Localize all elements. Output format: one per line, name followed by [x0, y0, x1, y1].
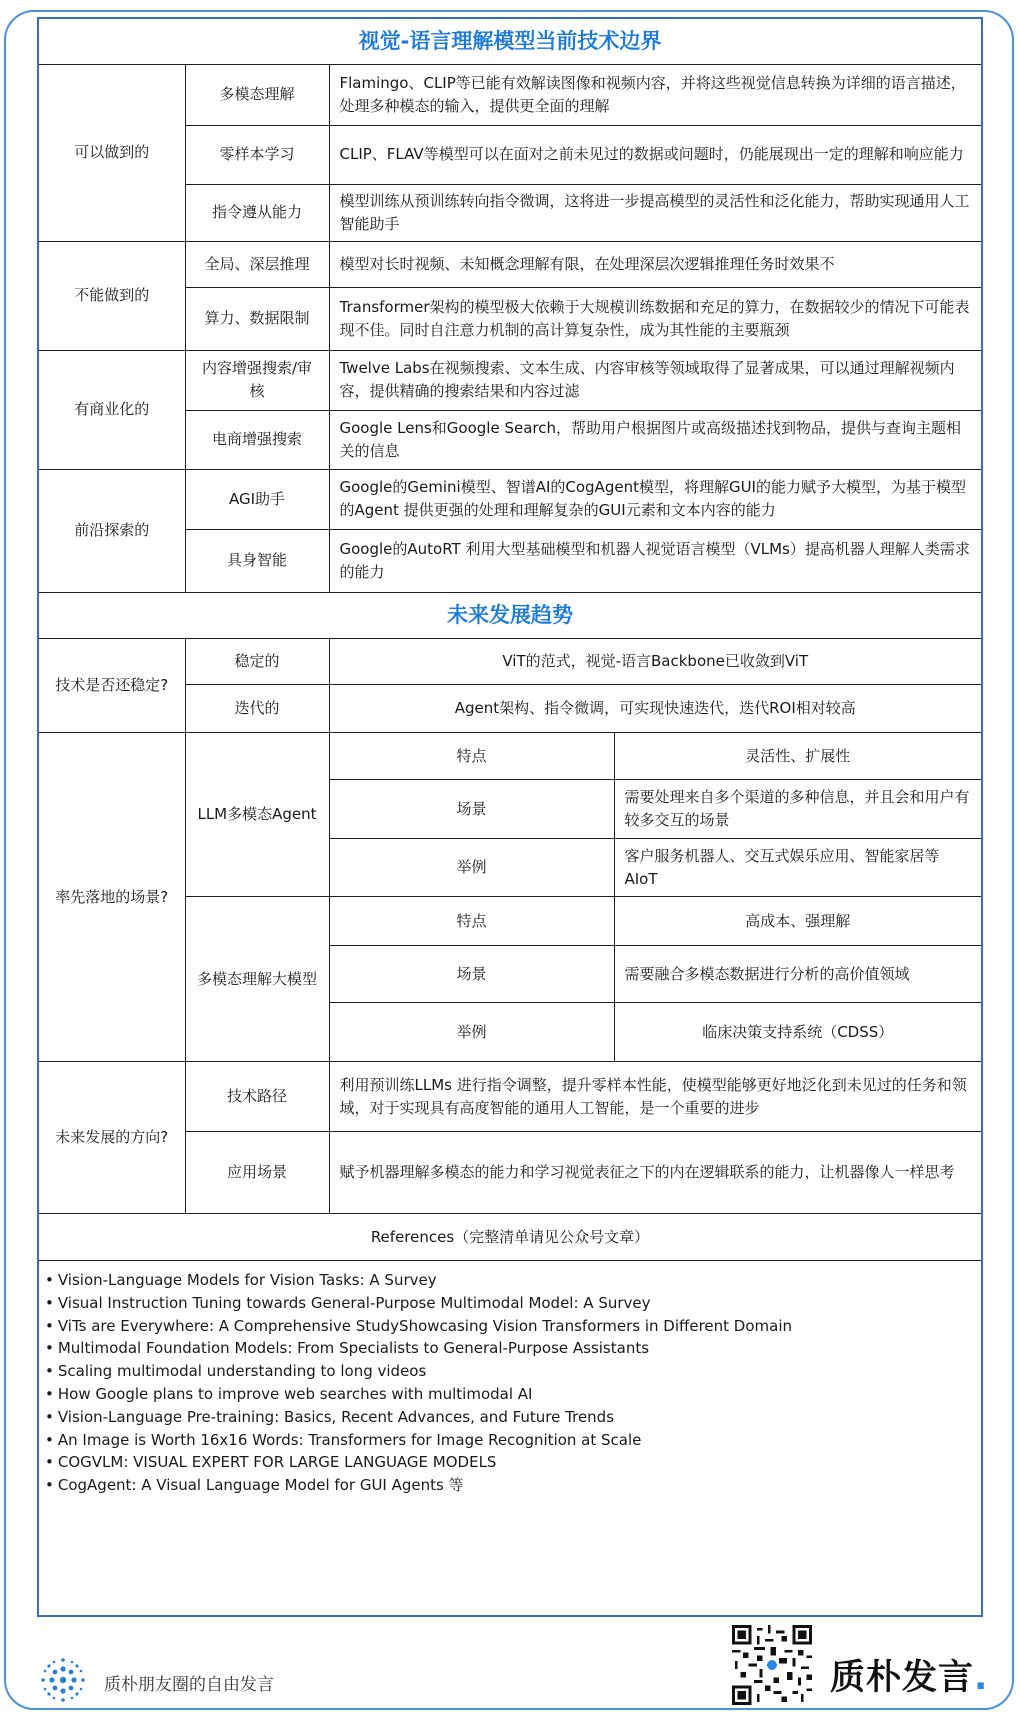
brand-name [830, 1650, 988, 1700]
reference-item: • Visual Instruction Tuning towards General-Purpose Multimodal Model: A Survey [45, 1292, 971, 1315]
item-name: 指令遵从能力 [185, 184, 329, 241]
item-name: 全局、深层推理 [185, 241, 329, 287]
document-table-area [37, 17, 983, 1617]
dot-cluster-logo-icon [40, 1657, 86, 1703]
item-desc: 利用预训练LLMs 进行指令调整，提升零样本性能，使模型能够更好地泛化到未见过的任务和领域，对于实现具有高度智能的通用人工智能，是一个重要的进步 [329, 1062, 981, 1132]
attr-value: 需要处理来自多个渠道的多种信息，并且会和用户有较多交互的场景 [614, 780, 981, 839]
reference-item: • CogAgent: A Visual Language Model for GUI Agents 等 [45, 1474, 971, 1497]
attr-key: 场景 [329, 780, 614, 839]
attr-value: 灵活性、扩展性 [614, 733, 981, 780]
item-desc: Agent架构、指令微调，可实现快速迭代，迭代ROI相对较高 [329, 685, 981, 733]
reference-item: • ViTs are Everywhere: A Comprehensive StudyShowcasing Vision Transformers in Different Domain [45, 1315, 971, 1338]
category-commercial: 有商业化的 [39, 350, 185, 469]
item-name: 算力、数据限制 [185, 287, 329, 350]
trends-title: 未来发展趋势 [39, 592, 981, 638]
item-name: 多模态理解 [185, 64, 329, 125]
item-desc: Google的AutoRT 利用大型基础模型和机器人视觉语言模型（VLMs）提高机器人理解人类需求的能力 [329, 529, 981, 592]
item-desc: Twelve Labs在视频搜索、文本生成、内容审核等领域取得了显著成果，可以通过理解视频内容，提供精确的搜索结果和内容过滤 [329, 350, 981, 410]
attr-value: 客户服务机器人、交互式娱乐应用、智能家居等AIoT [614, 839, 981, 897]
brand-dot: . [974, 1658, 989, 1698]
scenario-group-name: LLM多模态Agent [185, 733, 329, 897]
item-name: 零样本学习 [185, 125, 329, 184]
reference-item: • COGVLM: VISUAL EXPERT FOR LARGE LANGUAGE MODELS [45, 1451, 971, 1474]
attr-key: 举例 [329, 839, 614, 897]
reference-item: • Vision-Language Pre-training: Basics, Recent Advances, and Future Trends [45, 1406, 971, 1429]
category-can-do: 可以做到的 [39, 64, 185, 241]
scenario-group-name: 多模态理解大模型 [185, 897, 329, 1062]
item-name: 电商增强搜索 [185, 410, 329, 469]
attr-key: 举例 [329, 1003, 614, 1062]
attr-value: 临床决策支持系统（CDSS） [614, 1003, 981, 1062]
item-name: 内容增强搜索/审核 [185, 350, 329, 410]
item-name: AGI助手 [185, 469, 329, 529]
category-cannot-do: 不能做到的 [39, 241, 185, 350]
trends-table [39, 639, 981, 1262]
reference-item: • Vision-Language Models for Vision Tasks: A Survey [45, 1269, 971, 1292]
category-scenarios: 率先落地的场景? [39, 733, 185, 1062]
attr-key: 场景 [329, 946, 614, 1003]
item-name: 稳定的 [185, 639, 329, 685]
item-desc: Google的Gemini模型、智谱AI的CogAgent模型，将理解GUI的能力赋予大模型，为基于模型的Agent 提供更强的处理和理解复杂的GUI元素和文本内容的能力 [329, 469, 981, 529]
category-direction: 未来发展的方向? [39, 1062, 185, 1214]
brand-text: 质朴发言 [830, 1658, 975, 1698]
item-desc: 赋予机器理解多模态的能力和学习视觉表征之下的内在逻辑联系的能力，让机器像人一样思考 [329, 1132, 981, 1214]
attr-value: 需要融合多模态数据进行分析的高价值领域 [614, 946, 981, 1003]
item-desc: 模型训练从预训练转向指令微调，这将进一步提高模型的灵活性和泛化能力，帮助实现通用人工智能助手 [329, 184, 981, 241]
item-desc: ViT的范式，视觉-语言Backbone已收敛到ViT [329, 639, 981, 685]
item-desc: Google Lens和Google Search，帮助用户根据图片或高级描述找到物品，提供与查询主题相关的信息 [329, 410, 981, 469]
boundary-table [39, 19, 981, 639]
references-header: References（完整清单请见公众号文章） [39, 1214, 981, 1261]
item-name: 应用场景 [185, 1132, 329, 1214]
item-desc: Flamingo、CLIP等已能有效解读图像和视频内容，并将这些视觉信息转换为详细的语言描述，处理多种模态的输入，提供更全面的理解 [329, 64, 981, 125]
attr-value: 高成本、强理解 [614, 897, 981, 946]
item-desc: 模型对长时视频、未知概念理解有限，在处理深层次逻辑推理任务时效果不 [329, 241, 981, 287]
references-list [39, 1261, 981, 1497]
footer-slogan: 质朴朋友圈的自由发言 [104, 1675, 274, 1695]
category-stability: 技术是否还稳定? [39, 639, 185, 733]
reference-item: • How Google plans to improve web searches with multimodal AI [45, 1383, 971, 1406]
attr-key: 特点 [329, 733, 614, 780]
page-title: 视觉-语言理解模型当前技术边界 [39, 19, 981, 64]
document-bottom-border [37, 1615, 983, 1617]
category-frontier: 前沿探索的 [39, 469, 185, 592]
attr-key: 特点 [329, 897, 614, 946]
item-desc: Transformer架构的模型极大依赖于大规模训练数据和充足的算力，在数据较少的情况下可能表现不佳。同时自注意力机制的高计算复杂性，成为其性能的主要瓶颈 [329, 287, 981, 350]
qr-code-icon [732, 1625, 812, 1705]
item-name: 迭代的 [185, 685, 329, 733]
item-desc: CLIP、FLAV等模型可以在面对之前未见过的数据或问题时，仍能展现出一定的理解和响应能力 [329, 125, 981, 184]
item-name: 技术路径 [185, 1062, 329, 1132]
reference-item: • An Image is Worth 16x16 Words: Transformers for Image Recognition at Scale [45, 1429, 971, 1452]
reference-item: • Scaling multimodal understanding to long videos [45, 1360, 971, 1383]
reference-item: • Multimodal Foundation Models: From Specialists to General-Purpose Assistants [45, 1337, 971, 1360]
item-name: 具身智能 [185, 529, 329, 592]
